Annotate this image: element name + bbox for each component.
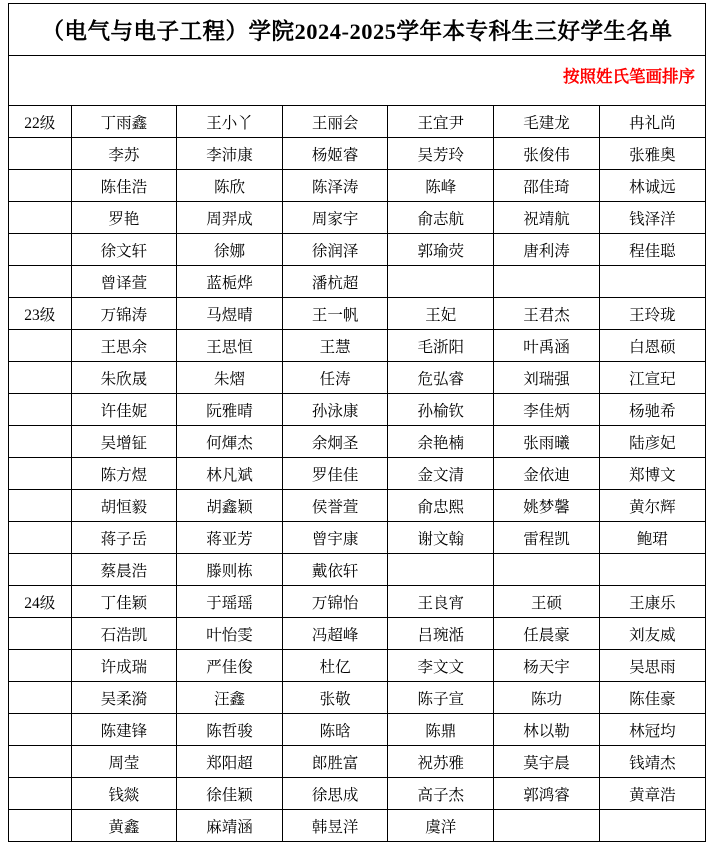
student-name-cell: 曾译萱 [71,266,177,298]
student-name-cell: 于瑶瑶 [177,586,283,618]
table-row [9,202,705,234]
student-name-cell [494,266,600,298]
student-name-cell [388,554,494,586]
student-name-cell: 石浩凯 [71,618,177,650]
student-name-cell: 杨天宇 [494,650,600,682]
student-name-cell: 陈峰 [388,170,494,202]
student-name-cell: 王君杰 [494,298,600,330]
student-name-cell: 陈佳豪 [599,682,705,714]
student-name-cell: 万锦怡 [282,586,388,618]
student-name-cell: 郑博文 [599,458,705,490]
student-name-cell: 钱靖杰 [599,746,705,778]
table-row [9,650,705,682]
student-name-cell: 张雨曦 [494,426,600,458]
student-name-cell: 郭鸿睿 [494,778,600,810]
grade-cell [9,714,71,746]
student-name-cell: 虞洋 [388,810,494,842]
student-name-cell: 王硕 [494,586,600,618]
student-name-cell: 陈建锋 [71,714,177,746]
student-name-cell: 唐利涛 [494,234,600,266]
student-name-cell: 陈哲骏 [177,714,283,746]
student-name-cell: 余炯圣 [282,426,388,458]
table-row [9,554,705,586]
student-name-cell: 罗艳 [71,202,177,234]
grade-cell [9,618,71,650]
student-name-cell: 林凡斌 [177,458,283,490]
student-name-cell: 李佳炳 [494,394,600,426]
grade-cell [9,234,71,266]
student-name-cell: 曾宇康 [282,522,388,554]
student-name-cell: 钱燚 [71,778,177,810]
student-name-cell: 郑阳超 [177,746,283,778]
student-name-cell: 杨驰希 [599,394,705,426]
table-row [9,522,705,554]
grade-cell [9,522,71,554]
student-name-cell: 蔡晨浩 [71,554,177,586]
student-name-cell: 周羿成 [177,202,283,234]
table-row [9,298,705,330]
student-name-cell: 莫宇晨 [494,746,600,778]
student-name-cell: 俞忠熙 [388,490,494,522]
student-name-cell: 徐娜 [177,234,283,266]
grade-cell [9,266,71,298]
student-name-cell: 徐佳颖 [177,778,283,810]
student-name-cell: 叶禹涵 [494,330,600,362]
student-name-cell: 陆彦妃 [599,426,705,458]
student-name-cell: 张俊伟 [494,138,600,170]
student-name-cell: 刘友威 [599,618,705,650]
student-name-cell: 滕则栋 [177,554,283,586]
student-name-cell: 林以勒 [494,714,600,746]
student-name-cell: 吴芳玲 [388,138,494,170]
table-row [9,266,705,298]
student-name-cell: 王思余 [71,330,177,362]
student-name-cell: 严佳俊 [177,650,283,682]
table-row [9,778,705,810]
grade-cell [9,554,71,586]
student-name-cell: 冉礼尚 [599,106,705,138]
table-row [9,618,705,650]
student-name-cell: 林诚远 [599,170,705,202]
grade-cell [9,362,71,394]
document-sheet [8,3,706,842]
student-name-cell: 王慧 [282,330,388,362]
student-name-cell: 许佳妮 [71,394,177,426]
student-name-cell: 朱熠 [177,362,283,394]
grade-cell: 22级 [9,106,71,138]
student-name-cell: 李苏 [71,138,177,170]
student-name-cell: 韩昱洋 [282,810,388,842]
student-name-cell: 蓝栀烨 [177,266,283,298]
student-name-cell: 江宣玘 [599,362,705,394]
student-name-cell: 王思恒 [177,330,283,362]
grade-cell [9,138,71,170]
grade-cell [9,426,71,458]
sort-note: 按照姓氏笔画排序 [563,67,695,86]
student-name-cell: 王丽会 [282,106,388,138]
student-name-cell: 吴增钲 [71,426,177,458]
table-row [9,490,705,522]
student-name-cell: 黄鑫 [71,810,177,842]
student-name-cell: 高子杰 [388,778,494,810]
grade-cell [9,202,71,234]
student-name-cell: 鲍珺 [599,522,705,554]
student-name-cell: 孙泳康 [282,394,388,426]
grade-cell: 24级 [9,586,71,618]
grade-cell [9,810,71,842]
student-name-cell [599,810,705,842]
student-name-cell: 王妃 [388,298,494,330]
student-name-cell [494,554,600,586]
grade-cell: 23级 [9,298,71,330]
student-name-cell: 姚梦馨 [494,490,600,522]
student-name-cell: 丁雨鑫 [71,106,177,138]
grade-cell [9,746,71,778]
student-name-cell: 祝苏雅 [388,746,494,778]
table-row [9,426,705,458]
student-name-cell: 马煜晴 [177,298,283,330]
student-name-cell: 徐文轩 [71,234,177,266]
student-name-cell: 杨姬睿 [282,138,388,170]
student-name-cell: 周家宇 [282,202,388,234]
student-name-cell: 张雅奥 [599,138,705,170]
student-name-cell: 丁佳颖 [71,586,177,618]
student-name-cell: 王一帆 [282,298,388,330]
student-name-cell: 麻靖涵 [177,810,283,842]
table-row [9,106,705,138]
student-name-cell: 孙榆钦 [388,394,494,426]
table-row [9,170,705,202]
subtitle-row [9,56,705,105]
student-name-cell: 陈泽涛 [282,170,388,202]
grade-cell [9,330,71,362]
student-name-cell: 万锦涛 [71,298,177,330]
student-name-cell: 王小丫 [177,106,283,138]
student-name-cell: 徐思成 [282,778,388,810]
table-row [9,138,705,170]
student-name-cell: 陈欣 [177,170,283,202]
student-name-cell: 张敬 [282,682,388,714]
student-name-cell: 毛浙阳 [388,330,494,362]
table-row [9,746,705,778]
student-name-cell: 何煇杰 [177,426,283,458]
student-name-cell: 王良宵 [388,586,494,618]
student-name-cell: 俞志航 [388,202,494,234]
student-name-cell: 吴思雨 [599,650,705,682]
student-name-cell: 邵佳琦 [494,170,600,202]
student-name-cell: 谢文翰 [388,522,494,554]
student-name-cell: 冯超峰 [282,618,388,650]
table-row [9,458,705,490]
student-name-cell: 王宜尹 [388,106,494,138]
student-name-cell: 王玲珑 [599,298,705,330]
table-row [9,362,705,394]
table-row [9,394,705,426]
grade-cell [9,682,71,714]
table-row [9,714,705,746]
table-row [9,234,705,266]
student-name-cell: 任涛 [282,362,388,394]
student-name-cell: 朱欣晟 [71,362,177,394]
student-name-cell: 刘瑞强 [494,362,600,394]
grade-cell [9,490,71,522]
student-name-cell: 蒋亚芳 [177,522,283,554]
student-name-cell: 胡鑫颖 [177,490,283,522]
student-name-cell: 毛建龙 [494,106,600,138]
student-name-cell: 余艳楠 [388,426,494,458]
student-roster-table [9,105,705,841]
student-name-cell: 陈方煜 [71,458,177,490]
student-name-cell: 叶怡雯 [177,618,283,650]
student-name-cell: 陈晗 [282,714,388,746]
student-name-cell: 陈鼎 [388,714,494,746]
student-name-cell [494,810,600,842]
student-name-cell [599,266,705,298]
grade-cell [9,394,71,426]
student-name-cell: 吕琬湉 [388,618,494,650]
table-row [9,330,705,362]
student-name-cell: 陈佳浩 [71,170,177,202]
student-name-cell: 危弘睿 [388,362,494,394]
student-name-cell: 李文文 [388,650,494,682]
student-name-cell: 李沛康 [177,138,283,170]
student-name-cell: 杜亿 [282,650,388,682]
student-name-cell: 雷程凯 [494,522,600,554]
grade-cell [9,170,71,202]
student-name-cell [388,266,494,298]
student-name-cell: 白恩硕 [599,330,705,362]
student-name-cell: 汪鑫 [177,682,283,714]
student-name-cell: 郎胜富 [282,746,388,778]
student-name-cell: 蒋子岳 [71,522,177,554]
student-name-cell: 任晨豪 [494,618,600,650]
student-name-cell: 郭瑜荧 [388,234,494,266]
student-name-cell [599,554,705,586]
student-name-cell: 戴依轩 [282,554,388,586]
student-name-cell: 祝靖航 [494,202,600,234]
student-name-cell: 侯誉萱 [282,490,388,522]
table-row [9,586,705,618]
table-row [9,682,705,714]
student-name-cell: 林冠均 [599,714,705,746]
page-title: （电气与电子工程）学院2024-2025学年本专科生三好学生名单 [9,4,705,56]
grade-cell [9,650,71,682]
student-name-cell: 罗佳佳 [282,458,388,490]
student-name-cell: 程佳聪 [599,234,705,266]
student-name-cell: 潘杭超 [282,266,388,298]
student-name-cell: 王康乐 [599,586,705,618]
student-name-cell: 胡恒毅 [71,490,177,522]
grade-cell [9,778,71,810]
student-name-cell: 黄尔辉 [599,490,705,522]
student-name-cell: 金依迪 [494,458,600,490]
student-name-cell: 阮雅晴 [177,394,283,426]
student-name-cell: 钱泽洋 [599,202,705,234]
grade-cell [9,458,71,490]
student-name-cell: 陈功 [494,682,600,714]
student-name-cell: 徐润泽 [282,234,388,266]
table-row [9,810,705,842]
student-name-cell: 吴柔漪 [71,682,177,714]
student-name-cell: 金文清 [388,458,494,490]
student-name-cell: 陈子宣 [388,682,494,714]
student-name-cell: 许成瑞 [71,650,177,682]
student-name-cell: 周莹 [71,746,177,778]
student-name-cell: 黄章浩 [599,778,705,810]
